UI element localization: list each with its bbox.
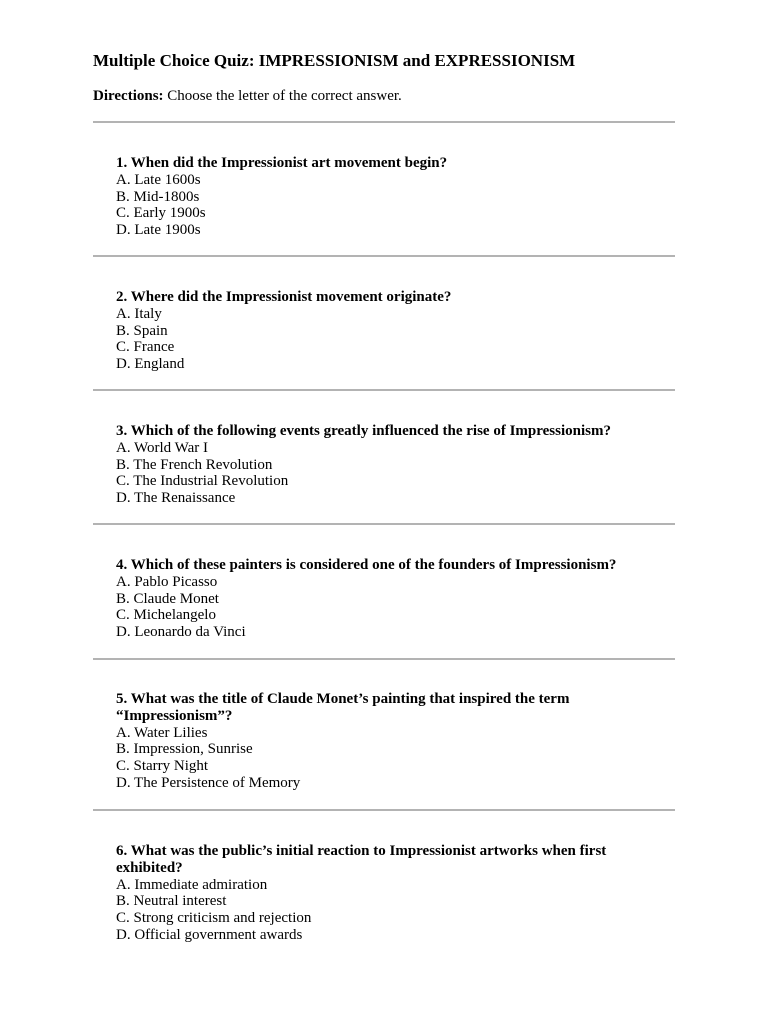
divider [93, 121, 675, 123]
option-d: D. Official government awards [116, 926, 303, 943]
divider [93, 809, 675, 811]
question-3 [116, 423, 656, 507]
option-b: B. Impression, Sunrise [116, 741, 253, 758]
option-b: B. Mid-1800s [116, 188, 200, 205]
option-b: B. Spain [116, 322, 168, 339]
divider [93, 255, 675, 257]
option-a: A. Pablo Picasso [116, 573, 218, 590]
page-title: Multiple Choice Quiz: IMPRESSIONISM and EXPRESSIONISM [93, 51, 576, 70]
directions-label: Directions: [93, 88, 164, 104]
option-a: A. Italy [116, 305, 162, 322]
option-c: C. Starry Night [116, 758, 209, 775]
option-c: C. Strong criticism and rejection [116, 910, 312, 927]
option-d: D. The Persistence of Memory [116, 774, 301, 791]
option-a: A. Water Lilies [116, 724, 208, 741]
question-2 [116, 289, 656, 373]
divider [93, 658, 675, 660]
question-text: 3. Which of the following events greatly influenced the rise of Impressionism? [116, 423, 611, 439]
question-6 [116, 843, 656, 944]
question-1 [116, 155, 656, 239]
option-c: C. France [116, 339, 175, 356]
directions-text: Choose the letter of the correct answer. [163, 88, 402, 104]
divider [93, 389, 675, 391]
option-d: D. Leonardo da Vinci [116, 624, 246, 641]
option-list [116, 440, 656, 507]
directions [93, 87, 402, 106]
option-a: A. Late 1600s [116, 171, 201, 188]
question-text: 2. Where did the Impressionist movement originate? [116, 289, 452, 305]
question-4 [116, 557, 656, 641]
option-a: A. World War I [116, 439, 209, 456]
option-d: D. The Renaissance [116, 490, 236, 507]
option-d: D. England [116, 356, 185, 373]
divider [93, 523, 675, 525]
option-c: C. Early 1900s [116, 205, 206, 222]
option-list [116, 725, 656, 792]
option-list [116, 306, 656, 373]
option-list [116, 574, 656, 641]
option-list [116, 172, 656, 239]
option-list [116, 877, 656, 944]
option-c: C. The Industrial Revolution [116, 473, 289, 490]
option-a: A. Immediate admiration [116, 876, 268, 893]
question-text: 5. What was the title of Claude Monet’s painting that inspired the term “Impressionism”? [116, 691, 570, 724]
question-5 [116, 691, 656, 792]
question-text: 1. When did the Impressionist art movement begin? [116, 155, 448, 171]
option-b: B. The French Revolution [116, 456, 273, 473]
option-b: B. Claude Monet [116, 590, 219, 607]
option-d: D. Late 1900s [116, 222, 201, 239]
option-c: C. Michelangelo [116, 607, 216, 624]
option-b: B. Neutral interest [116, 893, 227, 910]
question-text: 6. What was the public’s initial reaction to Impressionist artworks when first exhibited? [116, 843, 607, 876]
question-text: 4. Which of these painters is considered one of the founders of Impressionism? [116, 557, 617, 573]
